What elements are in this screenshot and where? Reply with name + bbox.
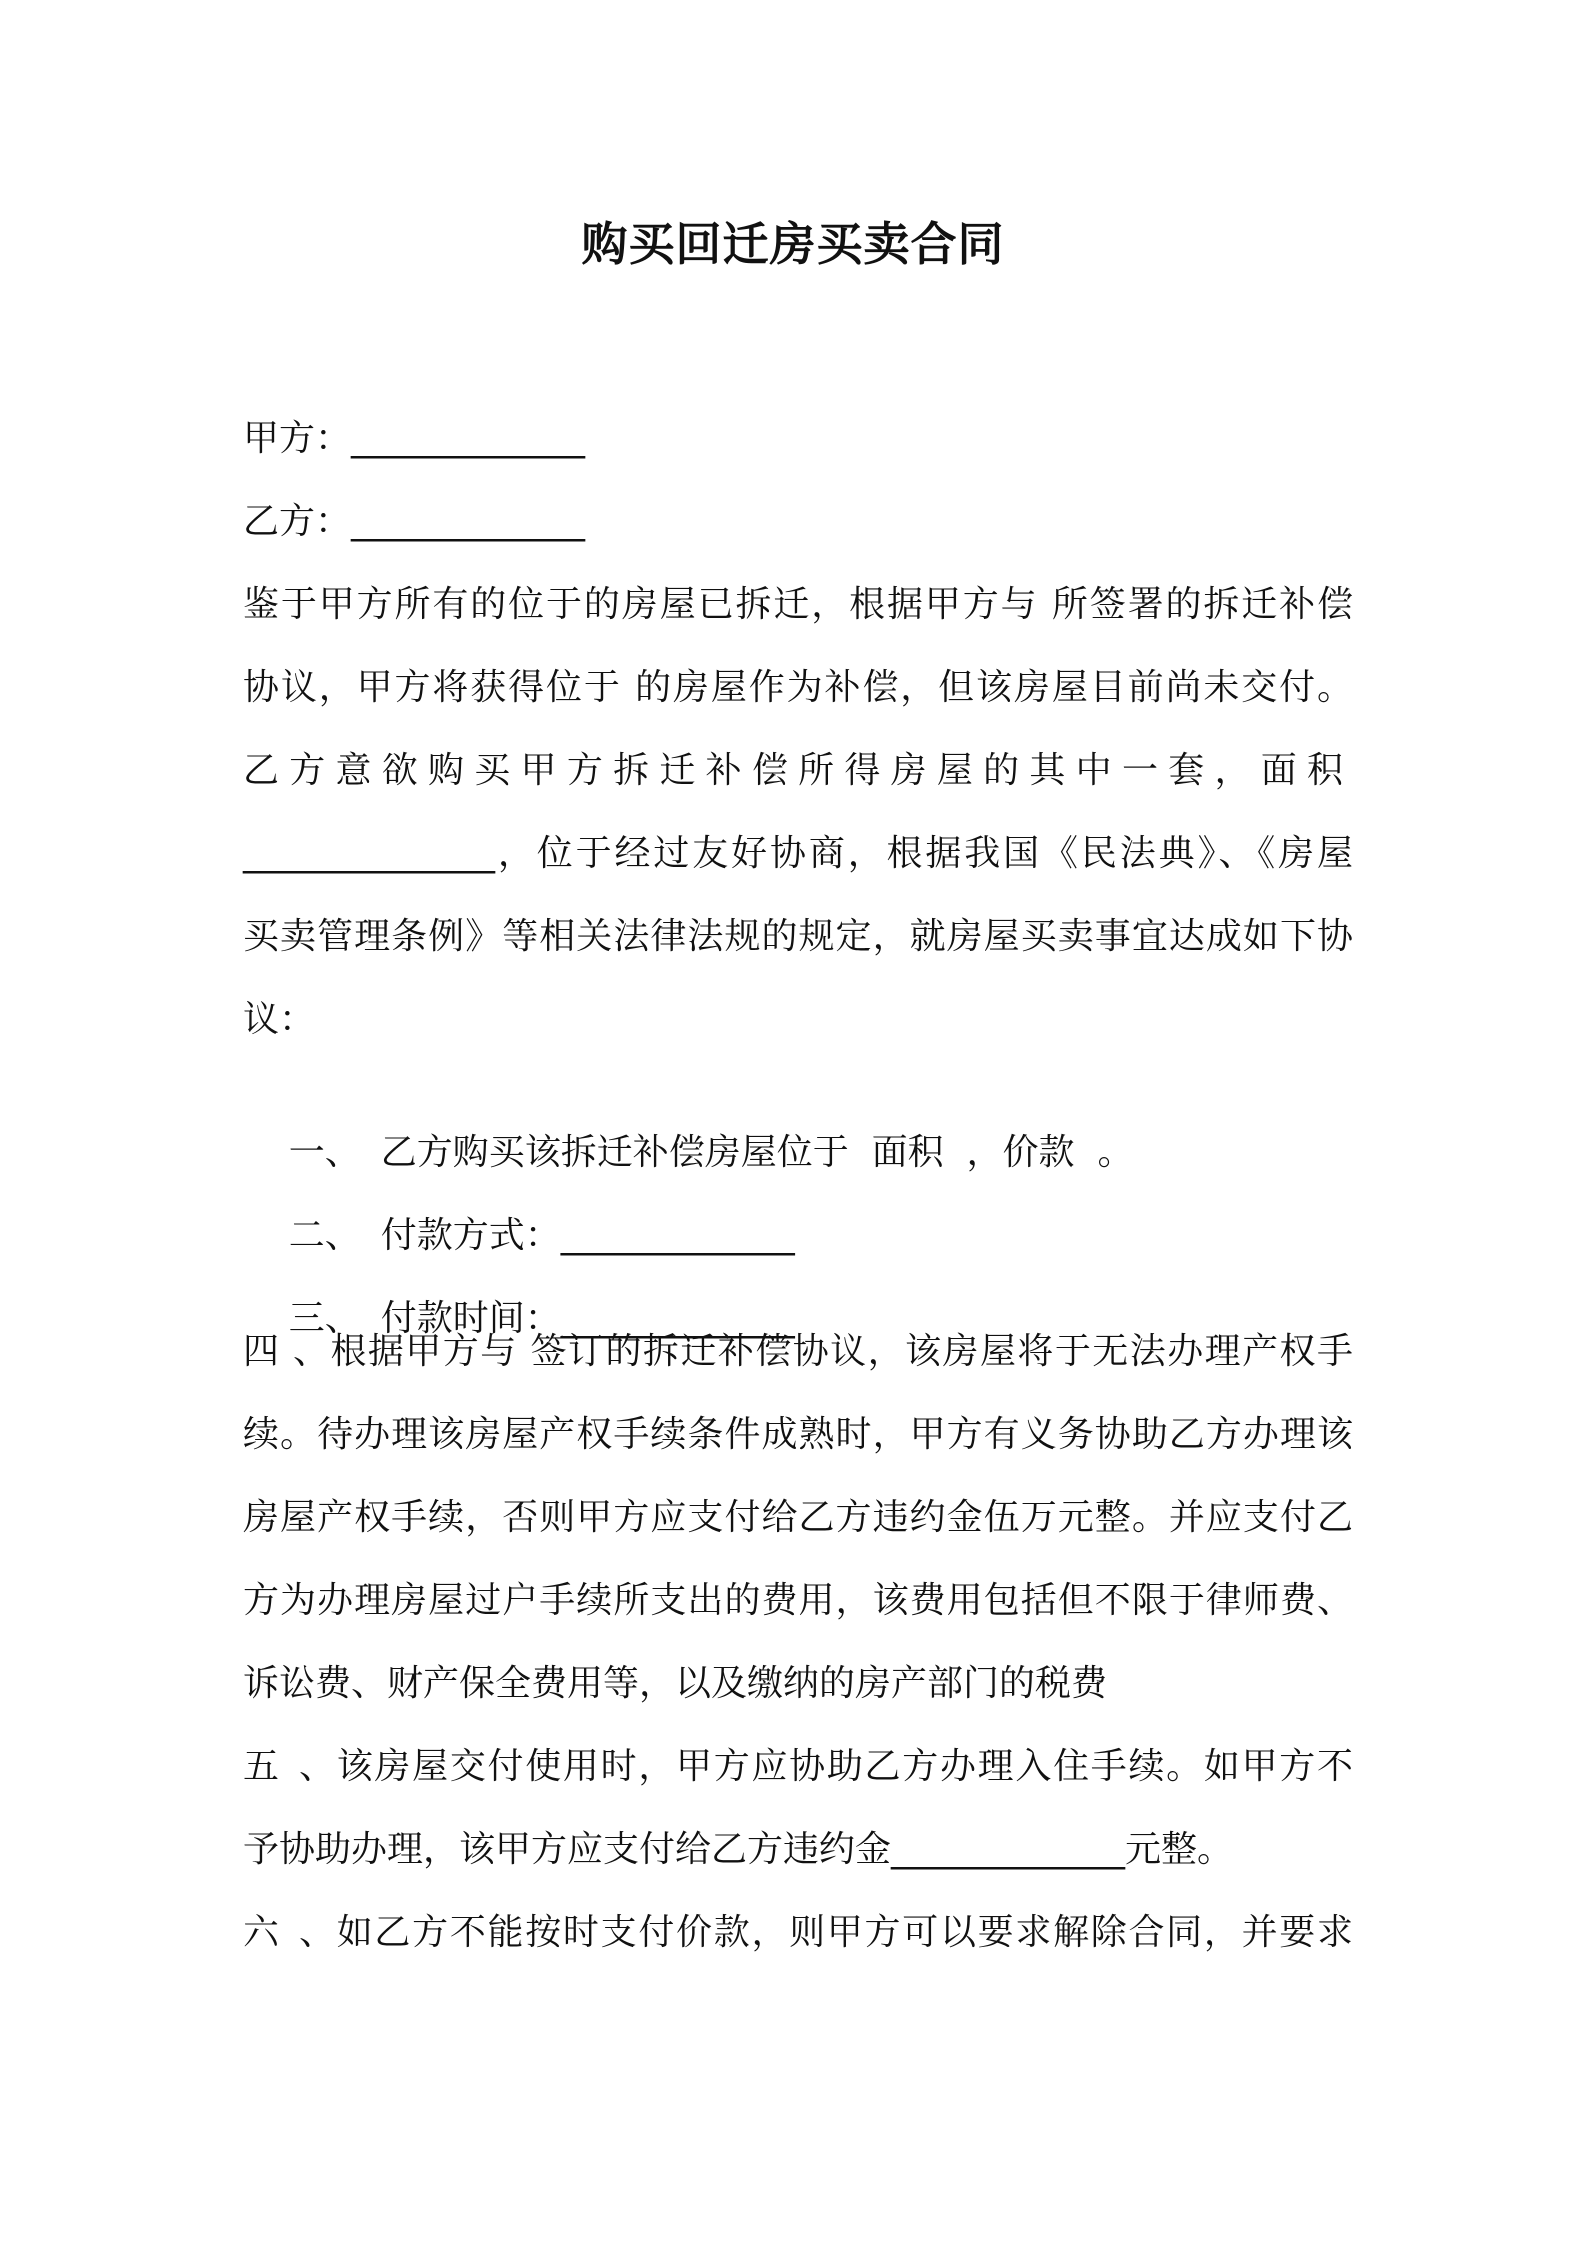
clause-6 xyxy=(243,1908,1353,1958)
clause-text: 根据甲方与 签订的拆迁补偿协议，该房屋将于无法办理产权手 xyxy=(329,1331,1353,1372)
clause-text-line: 予协助办理，该甲方应支付给乙方违约金_____________元整。 xyxy=(243,1829,1234,1870)
clause-text: 付款方式：_____________ xyxy=(380,1215,795,1256)
clause-text: 乙方购买该拆迁补偿房屋位于 面积 ，价款 。 xyxy=(380,1132,1134,1173)
document-title: 购买回迁房买卖合同 xyxy=(581,217,1005,271)
clause-text-line: 房屋产权手续，否则甲方应支付给乙方违约金伍万元整。并应支付乙 xyxy=(243,1497,1353,1538)
clause-number: 四、 xyxy=(243,1331,329,1372)
clause-text-line: 续。待办理该房屋产权手续条件成熟时，甲方有义务协助乙方办理该 xyxy=(243,1414,1353,1455)
preamble-line: 买卖管理条例》等相关法律法规的规定，就房屋买卖事宜达成如下协 xyxy=(243,916,1353,957)
clause-text-line: 方为办理房屋过户手续所支出的费用，该费用包括但不限于律师费、 xyxy=(243,1580,1353,1621)
clause-number: 五、 xyxy=(243,1746,335,1787)
preamble-line: 协议，甲方将获得位于 的房屋作为补偿，但该房屋目前尚未交付。 xyxy=(243,667,1353,708)
clause-number: 三、 xyxy=(288,1298,361,1339)
preamble-line: 鉴于甲方所有的位于的房屋已拆迁，根据甲方与 所签署的拆迁补偿 xyxy=(243,584,1353,625)
clause-number: 一、 xyxy=(288,1132,361,1173)
clause-5 xyxy=(243,1742,1353,1792)
clause-number: 六、 xyxy=(243,1912,335,1953)
preamble-line: 议： xyxy=(243,999,316,1040)
clause-text: 付款时间：_____________ xyxy=(380,1298,795,1339)
clause-text: 如乙方不能按时支付价款，则甲方可以要求解除合同，并要求 xyxy=(335,1912,1353,1953)
clause-4 xyxy=(243,1327,1353,1377)
party-a-line: 甲方：_____________ xyxy=(243,418,586,459)
clause-text-line: 诉讼费、财产保全费用等，以及缴纳的房产部门的税费 xyxy=(243,1663,1108,1704)
clause-number: 二、 xyxy=(288,1215,361,1256)
preamble-line: 乙方意欲购买甲方拆迁补偿所得房屋的其中一套，面积 xyxy=(243,750,1353,791)
party-b-line: 乙方：_____________ xyxy=(243,501,586,542)
clause-text: 该房屋交付使用时，甲方应协助乙方办理入住手续。如甲方不 xyxy=(335,1746,1353,1787)
preamble-line: ______________，位于经过友好协商，根据我国《民法典》、《房屋 xyxy=(243,833,1353,874)
